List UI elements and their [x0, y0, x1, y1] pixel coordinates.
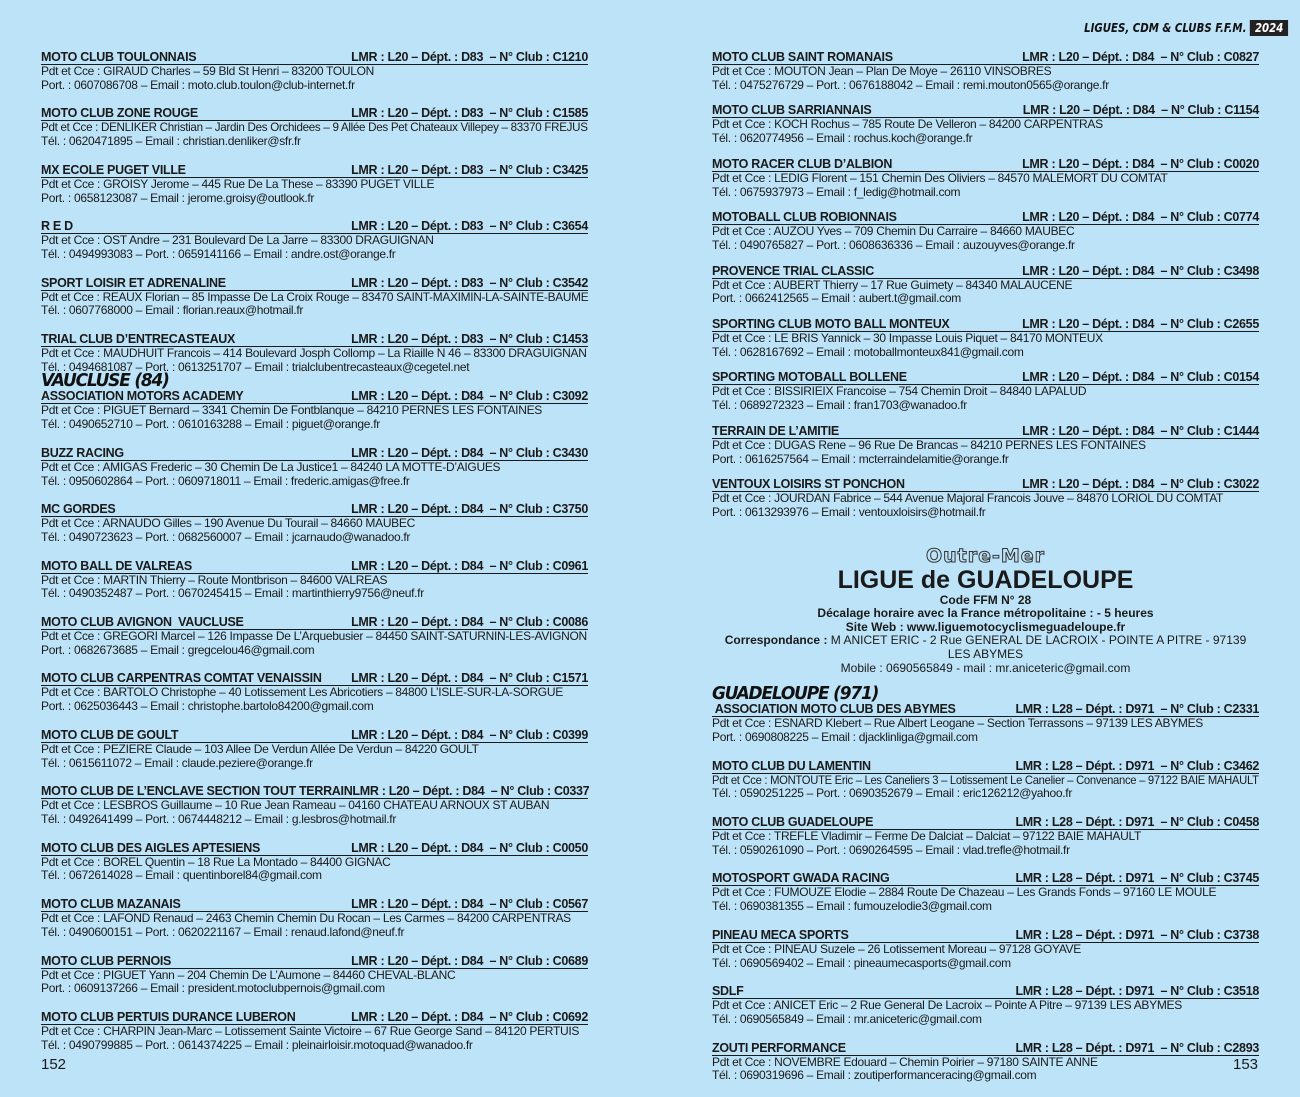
- club-name: PROVENCE TRIAL CLASSIC: [712, 263, 874, 278]
- club-ref: LMR : L20 – Dépt. : D84 – N° Club : C0692: [351, 1009, 588, 1024]
- club-entry: [712, 759, 1259, 801]
- club-contact-line: Tél. : 0690565849 – Email : mr.aniceteric@gmail.com: [712, 1011, 982, 1026]
- club-contact-line: Tél. : 0689272323 – Email : fran1703@wanadoo.fr: [712, 398, 967, 413]
- correspondance-text: M ANICET ERIC - 2 Rue GENERAL DE LACROIX - POINTE A PITRE - 97139 LES ABYMES: [830, 633, 1247, 662]
- club-entry: [712, 210, 1259, 252]
- club-title-row: [712, 317, 1259, 332]
- club-name: MOTO CLUB GUADELOUPE: [712, 815, 874, 830]
- club-contact-line: Tél. : 0950602864 – Port. : 0609718011 – Email : frederic.amigas@free.fr: [41, 473, 410, 488]
- club-ref: LMR : L20 – Dépt. : D83 – N° Club : C1210: [351, 50, 588, 64]
- club-contact-line: Tél. : 0490352487 – Port. : 0670245415 – Email : martinthierry9756@neuf.fr: [41, 586, 424, 601]
- club-name: MOTO CLUB DE L’ENCLAVE SECTION TOUT TERRAIN: [41, 784, 353, 799]
- club-name: ASSOCIATION MOTORS ACADEMY: [41, 389, 244, 404]
- club-contact-line: Port. : 0616257564 – Email : mcterraindelamitie@orange.fr: [712, 451, 1009, 466]
- club-president-line: Pdt et Cce : FUMOUZE Elodie – 2884 Route De Chazeau – Les Grands Fonds – 97160 LE MOULE: [712, 885, 1217, 900]
- club-president-line: Pdt et Cce : LESBROS Guillaume – 10 Rue Jean Rameau – 04160 CHATEAU ARNOUX ST AUBAN: [41, 798, 550, 813]
- club-entry: [712, 157, 1259, 199]
- club-contact-line: Port. : 0613293976 – Email : ventouxloisirs@hotmail.fr: [712, 504, 986, 519]
- club-president-line: Pdt et Cce : LAFOND Renaud – 2463 Chemin Chemin Du Rocan – Les Carmes – 84200 CARPENTRAS: [41, 911, 571, 926]
- club-contact-line: Tél. : 0615611072 – Email : claude.peziere@orange.fr: [41, 755, 313, 770]
- club-contact-line: Tél. : 0590261090 – Port. : 0690264595 – Email : vlad.trefle@hotmail.fr: [712, 842, 1070, 857]
- club-ref: LMR : L20 – Dépt. : D83 – N° Club : C3654: [351, 219, 588, 234]
- club-name: MOTO CLUB PERTUIS DURANCE LUBERON: [41, 1009, 296, 1024]
- club-president-line: Pdt et Cce : MAUDHUIT Francois – 414 Boulevard Josph Collomp – La Riaille N 46 – 83300 DRAGUIGNAN: [41, 346, 587, 361]
- club-name: MOTO CLUB SAINT ROMANAIS: [712, 50, 893, 64]
- club-ref: LMR : L20 – Dépt. : D84 – N° Club : C1571: [351, 671, 588, 686]
- club-president-line: Pdt et Cce : PIGUET Yann – 204 Chemin De L’Aumone – 84460 CHEVAL-BLANC: [41, 967, 456, 982]
- club-ref: LMR : L20 – Dépt. : D84 – N° Club : C0337: [352, 784, 590, 799]
- club-president-line: Pdt et Cce : LEDIG Florent – 151 Chemin Des Oliviers – 84570 MALEMORT DU COMTAT: [712, 170, 1168, 185]
- club-ref: LMR : L20 – Dépt. : D83 – N° Club : C3425: [351, 162, 588, 177]
- club-ref: LMR : L28 – Dépt. : D971 – N° Club : C3462: [1015, 758, 1259, 773]
- club-president-line: Pdt et Cce : KOCH Rochus – 785 Route De Velleron – 84200 CARPENTRAS: [712, 117, 1103, 132]
- club-entry: [41, 615, 588, 657]
- club-entry: [712, 984, 1259, 1026]
- club-president-line: Pdt et Cce : AMIGAS Frederic – 30 Chemin De La Justice1 – 84240 LA MOTTE-D’AIGUES: [41, 459, 501, 474]
- club-entry: [41, 841, 588, 883]
- club-contact-line: Port. : 0662412565 – Email : aubert.t@gmail.com: [712, 291, 961, 306]
- club-contact-line: Tél. : 0672614028 – Email : quentinborel84@gmail.com: [41, 868, 322, 883]
- club-ref: LMR : L28 – Dépt. : D971 – N° Club : C2893: [1015, 1040, 1259, 1055]
- club-president-line: Pdt et Cce : BARTOLO Christophe – 40 Lotissement Les Abricotiers – 84800 L’ISLE-SUR-LA-SORGUE: [41, 685, 563, 700]
- club-title-row: [41, 954, 588, 969]
- club-ref: LMR : L20 – Dépt. : D84 – N° Club : C3750: [351, 502, 588, 517]
- club-president-line: Pdt et Cce : PEZIERE Claude – 103 Allee De Verdun Allée De Verdun – 84220 GOULT: [41, 741, 479, 756]
- club-president-line: Pdt et Cce : JOURDAN Fabrice – 544 Avenue Majoral Francois Jouve – 84870 LORIOL DU COMTAT: [712, 491, 1224, 506]
- club-entry: [41, 728, 588, 770]
- club-president-line: Pdt et Cce : MARTIN Thierry – Route Montbrison – 84600 VALREAS: [41, 572, 388, 587]
- club-title-row: [712, 210, 1259, 225]
- club-president-line: Pdt et Cce : NOVEMBRE Edouard – Chemin Poirier – 97180 SAINTE ANNE: [712, 1054, 1098, 1069]
- club-title-row: [712, 264, 1259, 279]
- club-title-row: [712, 759, 1259, 774]
- club-title-row: [41, 784, 588, 799]
- club-name: PINEAU MECA SPORTS: [712, 927, 849, 942]
- club-name: MOTO CLUB DES AIGLES APTESIENS: [41, 840, 261, 855]
- club-name: MOTO CLUB MAZANAIS: [41, 897, 181, 912]
- club-president-line: Pdt et Cce : ARNAUDO Gilles – 190 Avenue Du Tourail – 84660 MAUBEC: [41, 516, 415, 531]
- club-entry: [41, 671, 588, 713]
- club-president-line: Pdt et Cce : BOREL Quentin – 18 Rue La Montado – 84400 GIGNAC: [41, 854, 391, 869]
- club-entry: [712, 928, 1259, 970]
- club-name: BUZZ RACING: [41, 445, 124, 460]
- club-entry: [41, 897, 588, 939]
- club-contact-line: Port. : 0609137266 – Email : president.motoclubpernois@gmail.com: [41, 981, 385, 996]
- club-name: MOTO RACER CLUB D’ALBION: [712, 156, 893, 171]
- club-entry: [41, 559, 588, 601]
- club-name: TERRAIN DE L’AMITIE: [712, 423, 839, 438]
- club-president-line: Pdt et Cce : GIRAUD Charles – 59 Bld St Henri – 83200 TOULON: [41, 64, 375, 78]
- club-name: MOTOSPORT GWADA RACING: [712, 871, 890, 886]
- club-title-row: [712, 370, 1259, 385]
- region-heading: GUADELOUPE (971): [712, 683, 879, 705]
- club-ref: LMR : L20 – Dépt. : D83 – N° Club : C1585: [351, 106, 588, 121]
- club-title-row: [41, 502, 588, 517]
- club-entry: [712, 1041, 1259, 1083]
- club-contact-line: Tél. : 0628167692 – Email : motoballmonteux841@gmail.com: [712, 344, 1024, 359]
- club-name: TRIAL CLUB D’ENTRECASTEAUX: [41, 332, 236, 347]
- left-page-column: [41, 50, 588, 1066]
- club-ref: LMR : L20 – Dépt. : D84 – N° Club : C0050: [351, 840, 588, 855]
- club-contact-line: Tél. : 0475276729 – Port. : 0676188042 – Email : remi.mouton0565@orange.fr: [712, 77, 1109, 92]
- club-name: MOTOBALL CLUB ROBIONNAIS: [712, 210, 897, 225]
- club-title-row: [712, 815, 1259, 830]
- club-president-line: Pdt et Cce : TREFLE Vladimir – Ferme De Dalciat – Dalciat – 97122 BAIE MAHAULT: [712, 829, 1141, 844]
- club-name: ASSOCIATION MOTO CLUB DES ABYMES: [712, 702, 956, 717]
- club-president-line: Pdt et Cce : AUBERT Thierry – 17 Rue Guimety – 84340 MALAUCENE: [712, 277, 1073, 292]
- club-title-row: [41, 332, 588, 347]
- club-ref: LMR : L28 – Dépt. : D971 – N° Club : C2331: [1015, 702, 1259, 717]
- club-title-row: [41, 106, 588, 121]
- club-name: ZOUTI PERFORMANCE: [712, 1040, 846, 1055]
- club-ref: LMR : L20 – Dépt. : D84 – N° Club : C0086: [351, 615, 588, 630]
- club-entry: [712, 264, 1259, 306]
- club-title-row: [41, 389, 588, 404]
- club-entry: [41, 784, 588, 826]
- club-entry: [41, 954, 588, 996]
- club-contact-line: Tél. : 0490652710 – Port. : 0610163288 – Email : piguet@orange.fr: [41, 417, 380, 432]
- club-title-row: [712, 928, 1259, 943]
- club-contact-line: Tél. : 0490600151 – Port. : 0620221167 – Email : renaud.lafond@neuf.fr: [41, 924, 405, 939]
- header-title: LIGUES, CDM & CLUBS F.F.M.: [1083, 21, 1247, 35]
- club-contact-line: Port. : 0690808225 – Email : djacklinliga@gmail.com: [712, 729, 978, 744]
- club-name: MOTO CLUB ZONE ROUGE: [41, 106, 198, 121]
- club-president-line: Pdt et Cce : OST Andre – 231 Boulevard De La Jarre – 83300 DRAGUIGNAN: [41, 233, 434, 248]
- region-heading: VAUCLUSE (84): [41, 370, 169, 392]
- club-ref: LMR : L20 – Dépt. : D84 – N° Club : C0399: [351, 727, 588, 742]
- club-president-line: Pdt et Cce : ESNARD Klebert – Rue Albert Leogane – Section Terrassons – 97139 LES ABYMES: [712, 716, 1204, 731]
- club-entry: [41, 219, 588, 261]
- club-ref: LMR : L20 – Dépt. : D84 – N° Club : C3022: [1022, 477, 1259, 492]
- club-president-line: Pdt et Cce : BISSIRIEIX Francoise – 754 Chemin Droit – 84840 LAPALUD: [712, 384, 1087, 399]
- club-name: MOTO CLUB PERNOIS: [41, 953, 172, 968]
- club-contact-line: Tél. : 0490723623 – Port. : 0682560007 – Email : jcarnaudo@wanadoo.fr: [41, 529, 411, 544]
- club-entry: [41, 276, 588, 318]
- club-title-row: [712, 157, 1259, 172]
- club-entry: [712, 50, 1259, 92]
- ligue-title: LIGUE de GUADELOUPE: [837, 565, 1134, 594]
- club-title-row: [712, 984, 1259, 999]
- club-president-line: Pdt et Cce : PIGUET Bernard – 3341 Chemin De Fontblanque – 84210 PERNES LES FONTAINES: [41, 403, 542, 418]
- club-title-row: [41, 671, 588, 686]
- club-president-line: Pdt et Cce : MONTOUTE Eric – Les Caneliers 3 – Lotissement Le Canelier – Convenance – 97122 BAIE MAHAULT: [712, 772, 1259, 787]
- club-ref: LMR : L20 – Dépt. : D84 – N° Club : C0567: [351, 897, 588, 912]
- club-entry: [41, 332, 588, 374]
- club-president-line: Pdt et Cce : CHARPIN Jean-Marc – Lotissement Sainte Victoire – 67 Rue George Sand – 84120 PERTUIS: [41, 1023, 580, 1038]
- club-president-line: Pdt et Cce : DUGAS Rene – 96 Rue De Brancas – 84210 PERNES LES FONTAINES: [712, 437, 1146, 452]
- club-contact-line: Tél. : 0690569402 – Email : pineaumecasports@gmail.com: [712, 955, 1011, 970]
- club-entry: [41, 1010, 588, 1052]
- ligue-mobile: Mobile : 0690565849 - mail : mr.aniceteric@gmail.com: [840, 660, 1131, 675]
- club-president-line: Pdt et Cce : MOUTON Jean – Plan De Moye – 26110 VINSOBRES: [712, 64, 1052, 78]
- ligue-code: Code FFM N° 28: [939, 592, 1032, 607]
- club-contact-line: Tél. : 0494993083 – Port. : 0659141166 – Email : andre.ost@orange.fr: [41, 246, 396, 261]
- club-title-row: [41, 50, 588, 65]
- club-contact-line: Tél. : 0494681087 – Port. : 0613251707 – Email : trialclubentrecasteaux@cegetel.net: [41, 359, 470, 374]
- club-name: R E D: [41, 219, 73, 234]
- club-entry: [41, 502, 588, 544]
- ligue-decalage: Décalage horaire avec la France métropolitaine : - 5 heures: [817, 606, 1154, 621]
- page-number-right: 153: [1233, 1056, 1259, 1073]
- club-title-row: [712, 477, 1259, 492]
- club-name: MOTO CLUB AVIGNON VAUCLUSE: [41, 615, 244, 630]
- club-ref: LMR : L20 – Dépt. : D83 – N° Club : C1453: [351, 332, 588, 347]
- club-title-row: [41, 841, 588, 856]
- club-title-row: [41, 276, 588, 291]
- club-name: MC GORDES: [41, 502, 116, 517]
- header-year-badge: 2024: [1249, 20, 1288, 36]
- club-president-line: Pdt et Cce : DENLIKER Christian – Jardin Des Orchidees – 9 Allée Des Pet Chateaux Villepey – 83370 FREJUS: [41, 120, 588, 135]
- club-ref: LMR : L20 – Dépt. : D84 – N° Club : C0961: [351, 558, 588, 573]
- club-president-line: Pdt et Cce : LE BRIS Yannick – 30 Impasse Louis Piquet – 84170 MONTEUX: [712, 331, 1103, 346]
- club-contact-line: Tél. : 0690319696 – Email : zoutiperformanceracing@gmail.com: [712, 1068, 1037, 1083]
- club-title-row: [41, 446, 588, 461]
- club-title-row: [41, 615, 588, 630]
- club-ref: LMR : L20 – Dépt. : D84 – N° Club : C3092: [351, 389, 588, 404]
- page-header: [1084, 19, 1288, 37]
- ligue-correspondance: [712, 634, 1259, 661]
- club-name: MOTO CLUB SARRIANNAIS: [712, 103, 872, 118]
- club-contact-line: Port. : 0658123087 – Email : jerome.groisy@outlook.fr: [41, 190, 315, 205]
- club-president-line: Pdt et Cce : PINEAU Suzele – 26 Lotissement Moreau – 97128 GOYAVE: [712, 941, 1081, 956]
- club-name: MOTO BALL DE VALREAS: [41, 558, 192, 573]
- club-ref: LMR : L20 – Dépt. : D84 – N° Club : C2655: [1022, 317, 1259, 332]
- club-president-line: Pdt et Cce : REAUX Florian – 85 Impasse De La Croix Rouge – 83470 SAINT-MAXIMIN-LA-SAINTE-BAUME: [41, 289, 589, 304]
- page-number-left: 152: [41, 1056, 67, 1073]
- club-contact-line: Tél. : 0490799885 – Port. : 0614374225 – Email : pleinairloisir.motoquad@wanadoo.fr: [41, 1037, 473, 1052]
- club-title-row: [712, 103, 1259, 118]
- club-name: SDLF: [712, 984, 744, 999]
- club-ref: LMR : L28 – Dépt. : D971 – N° Club : C0458: [1015, 815, 1259, 830]
- club-name: SPORTING MOTOBALL BOLLENE: [712, 370, 907, 385]
- club-contact-line: Tél. : 0620774956 – Email : rochus.koch@orange.fr: [712, 131, 973, 146]
- club-contact-line: Tél. : 0590251225 – Port. : 0690352679 – Email : eric126212@yahoo.fr: [712, 786, 1073, 801]
- club-ref: LMR : L28 – Dépt. : D971 – N° Club : C3738: [1015, 927, 1259, 942]
- club-entry: [41, 446, 588, 488]
- club-name: SPORT LOISIR ET ADRENALINE: [41, 275, 226, 290]
- club-entry: [712, 477, 1259, 519]
- club-title-row: [41, 559, 588, 574]
- correspondance-label: Correspondance :: [724, 633, 831, 648]
- club-ref: LMR : L20 – Dépt. : D84 – N° Club : C0774: [1022, 210, 1259, 225]
- club-name: SPORTING CLUB MOTO BALL MONTEUX: [712, 317, 950, 332]
- club-entry: [41, 163, 588, 205]
- club-title-row: [712, 424, 1259, 439]
- club-president-line: Pdt et Cce : GROISY Jerome – 445 Rue De La These – 83390 PUGET VILLE: [41, 176, 435, 191]
- club-name: MOTO CLUB TOULONNAIS: [41, 50, 197, 64]
- ligue-site: Site Web : www.liguemotocyclismeguadeloupe.fr: [845, 619, 1126, 634]
- club-ref: LMR : L20 – Dépt. : D84 – N° Club : C3430: [351, 445, 588, 460]
- club-president-line: Pdt et Cce : AUZOU Yves – 709 Chemin Du Carraire – 84660 MAUBEC: [712, 224, 1075, 239]
- club-title-row: [712, 871, 1259, 886]
- club-title-row: [41, 897, 588, 912]
- club-entry: [712, 871, 1259, 913]
- club-entry: [712, 702, 1259, 744]
- outre-mer-heading: Outre-Mer: [925, 544, 1046, 567]
- club-title-row: [712, 1041, 1259, 1056]
- club-entry: [712, 370, 1259, 412]
- club-title-row: [41, 219, 588, 234]
- club-name: MX ECOLE PUGET VILLE: [41, 162, 186, 177]
- club-contact-line: Tél. : 0620471895 – Email : christian.denliker@sfr.fr: [41, 134, 301, 149]
- club-president-line: Pdt et Cce : GREGORI Marcel – 126 Impasse De L’Arquebusier – 84450 SAINT-SATURNIN-LES-AVIGNON: [41, 629, 587, 644]
- club-ref: LMR : L20 – Dépt. : D84 – N° Club : C0020: [1022, 156, 1259, 171]
- club-ref: LMR : L20 – Dépt. : D84 – N° Club : C1444: [1022, 423, 1259, 438]
- club-contact-line: Port. : 0607086708 – Email : moto.club.toulon@club-internet.fr: [41, 77, 355, 92]
- club-ref: LMR : L20 – Dépt. : D83 – N° Club : C3542: [351, 275, 588, 290]
- ligue-guadeloupe-block: [712, 546, 1259, 676]
- club-title-row: [41, 163, 588, 178]
- club-ref: LMR : L20 – Dépt. : D84 – N° Club : C0689: [351, 953, 588, 968]
- club-entry: [41, 50, 588, 92]
- club-name: VENTOUX LOISIRS ST PONCHON: [712, 477, 905, 492]
- club-contact-line: Tél. : 0690381355 – Email : fumouzelodie3@gmail.com: [712, 899, 992, 914]
- club-entry: [712, 317, 1259, 359]
- club-name: MOTO CLUB DE GOULT: [41, 727, 179, 742]
- club-entry: [41, 106, 588, 148]
- club-title-row: [41, 728, 588, 743]
- club-contact-line: Tél. : 0492641499 – Port. : 0674448212 – Email : g.lesbros@hotmail.fr: [41, 811, 397, 826]
- club-contact-line: Port. : 0625036443 – Email : christophe.bartolo84200@gmail.com: [41, 699, 374, 714]
- club-entry: [712, 103, 1259, 145]
- club-entry: [712, 424, 1259, 466]
- club-name: MOTO CLUB CARPENTRAS COMTAT VENAISSIN: [41, 671, 322, 686]
- club-entry: [41, 389, 588, 431]
- club-entry: [712, 815, 1259, 857]
- club-contact-line: Port. : 0682673685 – Email : gregcelou46@gmail.com: [41, 642, 315, 657]
- club-name: MOTO CLUB DU LAMENTIN: [712, 758, 871, 773]
- club-contact-line: Tél. : 0607768000 – Email : florian.reaux@hotmail.fr: [41, 303, 304, 318]
- club-ref: LMR : L28 – Dépt. : D971 – N° Club : C3745: [1015, 871, 1259, 886]
- right-page-column: [712, 50, 1259, 1097]
- club-ref: LMR : L20 – Dépt. : D84 – N° Club : C0154: [1022, 370, 1259, 385]
- club-ref: LMR : L28 – Dépt. : D971 – N° Club : C3518: [1015, 984, 1259, 999]
- club-ref: LMR : L20 – Dépt. : D84 – N° Club : C0827: [1022, 50, 1259, 64]
- club-ref: LMR : L20 – Dépt. : D84 – N° Club : C3498: [1022, 263, 1259, 278]
- club-title-row: [712, 50, 1259, 65]
- club-president-line: Pdt et Cce : ANICET Eric – 2 Rue General De Lacroix – Pointe A Pitre – 97139 LES ABYMES: [712, 998, 1182, 1013]
- club-ref: LMR : L20 – Dépt. : D84 – N° Club : C1154: [1022, 103, 1259, 118]
- club-title-row: [41, 1010, 588, 1025]
- club-contact-line: Tél. : 0675937973 – Email : f_ledig@hotmail.com: [712, 184, 961, 199]
- club-contact-line: Tél. : 0490765827 – Port. : 0608636336 – Email : auzouyves@orange.fr: [712, 237, 1075, 252]
